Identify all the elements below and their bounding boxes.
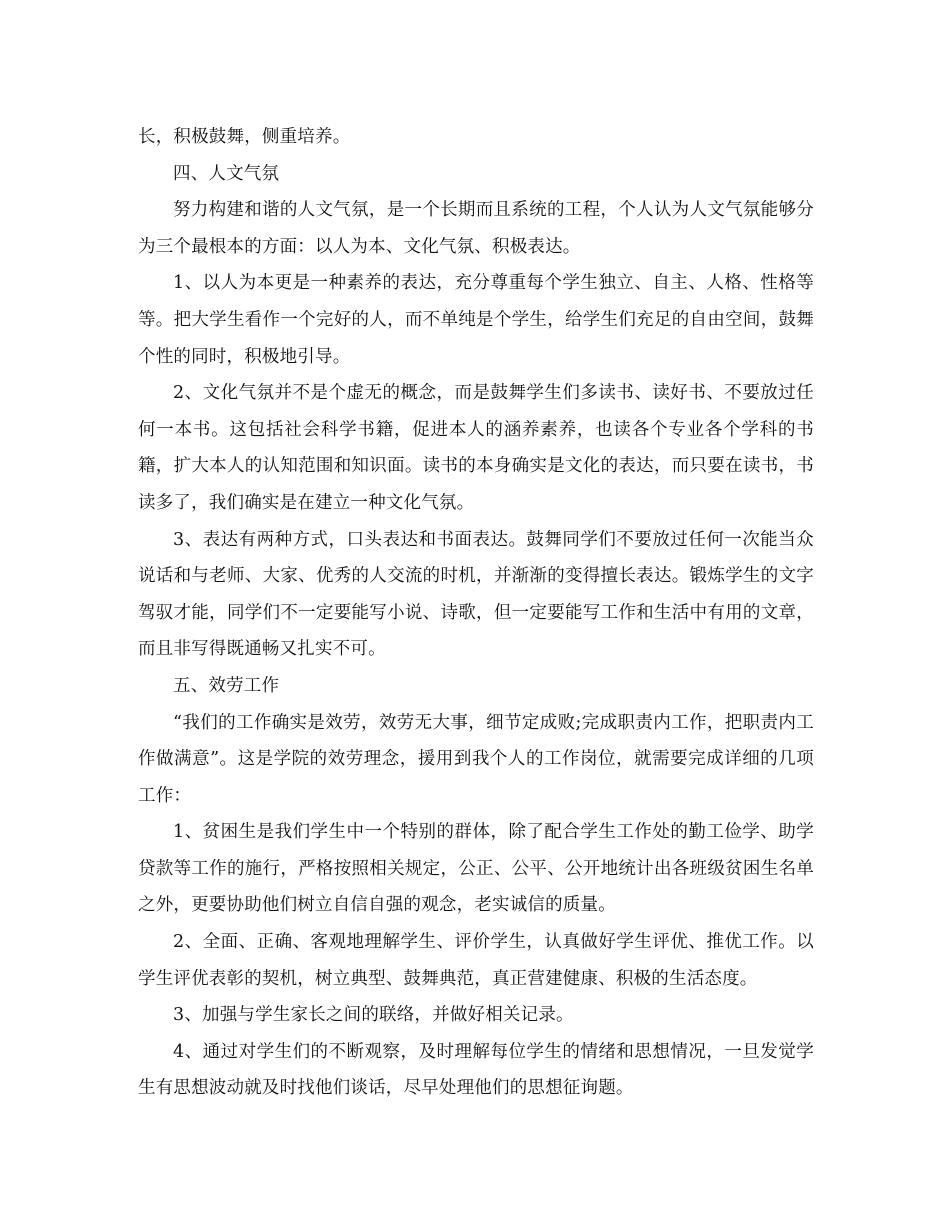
paragraph-item-3: 3、表达有两种方式，口头表达和书面表达。鼓舞同学们不要放过任何一次能当众说话和与老师、大家、优秀的人交流的时机，并渐渐的变得擅长表达。锻炼学生的文字驾驭才能，同学们不一定要能写小说、诗歌，但一定要能写工作和生活中有用的文章，而且非写得既通畅又扎实不可。 [138, 529, 814, 660]
paragraph-service-item-1: 1、贫困生是我们学生中一个特别的群体，除了配合学生工作处的勤工俭学、助学贷款等工作的施行，严格按照相关规定，公正、公平、公开地统计出各班级贫困生名单之外，更要协助他们树立自信自强的观念，老实诚信的质量。 [138, 822, 814, 916]
paragraph-service-intro: “我们的工作确实是效劳，效劳无大事，细节定成败;完成职责内工作，把职责内工作做满意”。这是学院的效劳理念，援用到我个人的工作岗位，就需要完成详细的几项工作： [138, 712, 814, 806]
paragraph-continuation: 长，积极鼓舞，侧重培养。 [138, 127, 351, 147]
paragraph-item-1: 1、以人为本更是一种素养的表达，充分尊重每个学生独立、自主、人格、性格等等。把大学生看作一个完好的人，而不单纯是个学生，给学生们充足的自由空间，鼓舞个性的同时，积极地引导。 [138, 273, 814, 367]
section-heading-5: 五、效劳工作 [173, 675, 280, 696]
paragraph-service-item-4: 4、通过对学生们的不断观察，及时理解每位学生的情绪和思想情况，一旦发觉学生有思想波动就及时找他们谈话，尽早处理他们的思想征询题。 [138, 1041, 814, 1099]
paragraph-item-2: 2、文化气氛并不是个虚无的概念，而是鼓舞学生们多读书、读好书、不要放过任何一本书。这包括社会科学书籍，促进本人的涵养素养，也读各个专业各个学科的书籍，扩大本人的认知范围和知识面。读书的本身确实是文化的表达，而只要在读书，书读多了，我们确实是在建立一种文化气氛。 [138, 383, 814, 513]
paragraph-humanistic-intro: 努力构建和谐的人文气氛，是一个长期而且系统的工程，个人认为人文气氛能够分为三个最根本的方面：以人为本、文化气氛、积极表达。 [138, 200, 814, 257]
paragraph-service-item-3: 3、加强与学生家长之间的联络，并做好相关记录。 [173, 1005, 574, 1026]
section-heading-4: 四、人文气氛 [173, 163, 280, 184]
paragraph-service-item-2: 2、全面、正确、客观地理解学生、评价学生，认真做好学生评优、推优工作。以学生评优表彰的契机，树立典型、鼓舞典范，真正营建健康、积极的生活态度。 [138, 932, 814, 989]
document-body [138, 119, 814, 1107]
